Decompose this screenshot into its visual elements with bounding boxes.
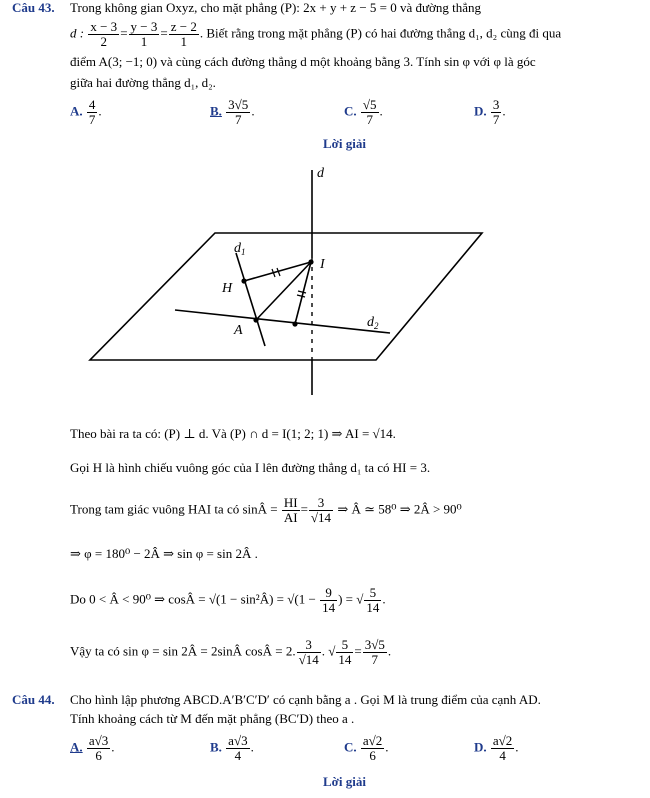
- q43-solution-title: Lời giải: [323, 136, 366, 151]
- question-44-number: Câu 44.: [12, 692, 55, 707]
- q44-option-d-den: 4: [499, 748, 506, 763]
- step-5-frac2-num: 5: [364, 586, 381, 601]
- plane-p: [90, 233, 482, 360]
- point-h: [241, 278, 246, 283]
- step-6-frac2-num: 5: [336, 638, 353, 653]
- q44-option-a-den: 6: [95, 748, 102, 763]
- q43-option-d-label: D.: [474, 103, 487, 119]
- q44-option-d-label: D.: [474, 739, 487, 755]
- step-5-frac1-den: 14: [322, 600, 336, 615]
- question-43-number: Câu 43.: [12, 0, 55, 15]
- solution-step-3: [70, 496, 462, 525]
- question-43-line2-rest: . Biết rằng trong mặt phẳng (P) có hai đường thẳng d₁, d₂ cùng đi qua: [199, 25, 562, 41]
- q43-option-d-num: 3: [492, 97, 500, 112]
- q44-option-b-den: 4: [234, 748, 242, 763]
- label-d2: $d_2$: [367, 315, 379, 331]
- fraction-y-den: 1: [140, 34, 148, 49]
- step-6-text-d: .: [387, 643, 392, 659]
- q43-option-a-num: 4: [88, 97, 96, 112]
- step-3-frac1-den: AI: [283, 510, 298, 525]
- point-f: [292, 321, 297, 326]
- fraction-y-num: y − 3: [130, 19, 158, 34]
- q43-option-b-den: 7: [234, 112, 242, 127]
- q43-option-c-num: √5: [362, 97, 377, 112]
- point-i: [308, 259, 313, 264]
- q44-option-b[interactable]: B. $\frac{a√3}{4}$ .: [210, 733, 254, 763]
- point-a: [253, 317, 258, 322]
- q43-option-c-den: 7: [366, 112, 373, 127]
- solution-step-2: Gọi H là hình chiếu vuông góc của I lên đường thẳng d₁ ta có HI = 3.: [70, 460, 431, 475]
- step-6-frac2-den: 14: [338, 652, 352, 667]
- q44-option-c[interactable]: C. $\frac{a√2}{6}$ .: [344, 733, 389, 763]
- q44-option-a-num: a√3: [88, 733, 109, 748]
- step-3-frac2-num: 3: [309, 496, 333, 511]
- tick-fi-1: [298, 291, 306, 293]
- question-43-line2: d : $\frac{x - 3}{2}$ = $\frac{y - 3}{1}$ = $\frac{z - 2}{1}$ . Biết rằng trong mặt phẳng (P) có hai đường thẳng d₁, d₂ cùng đi qua: [70, 19, 562, 49]
- step-6-text-c: =: [354, 643, 362, 659]
- step-6-frac1-num: 3: [297, 638, 321, 653]
- step-5-text-c: .: [382, 591, 386, 607]
- step-5-text-b: ) = √: [338, 591, 364, 607]
- label-h: H: [222, 281, 233, 296]
- tick-fi-2: [297, 295, 305, 297]
- step-6-frac1-den: √14: [298, 652, 319, 667]
- q44-option-a-label: A.: [70, 739, 83, 755]
- q43-option-d[interactable]: D. $\frac{3}{7}$ .: [474, 97, 506, 127]
- question-44-line1: Cho hình lập phương ABCD.A′B′C′D′ có cạnh bằng a . Gọi M là trung điểm của cạnh AD.: [70, 692, 541, 707]
- solution-step-1: Theo bài ra ta có: (P) ⊥ d. Và (P) ∩ d = I(1; 2; 1) ⇒ AI = √14.: [70, 426, 396, 441]
- q44-option-d-num: a√2: [492, 733, 513, 748]
- q44-option-c-num: a√2: [362, 733, 383, 748]
- q43-option-d-den: 7: [492, 112, 500, 127]
- fraction-x-den: 2: [100, 34, 108, 49]
- q43-option-c[interactable]: C. $\frac{√5}{7}$ .: [344, 97, 383, 127]
- label-i: I: [320, 257, 325, 272]
- solution-step-4: ⇒ φ = 180⁰ − 2Â ⇒ sin φ = sin 2Â .: [70, 546, 258, 561]
- question-43-line4: giữa hai đường thẳng d₁, d₂.: [70, 75, 216, 90]
- fraction-z-den: 1: [180, 34, 188, 49]
- q43-option-b[interactable]: B. $\frac{3√5}{7}$ .: [210, 97, 255, 127]
- step-6-frac3-den: 7: [371, 652, 379, 667]
- label-d: d: [317, 166, 324, 181]
- line-d-prefix: d :: [70, 25, 85, 41]
- q43-option-b-label: B.: [210, 103, 222, 119]
- step-5-frac1-num: 9: [320, 586, 337, 601]
- question-43-line3: điểm A(3; −1; 0) và cùng cách đường thẳng d một khoảng bằng 3. Tính sin φ với φ là góc: [70, 54, 536, 69]
- step-5-text-a: Do 0 < Â < 90⁰ ⇒ cosÂ = √(1 − sin²Â) = √(1 −: [70, 591, 316, 607]
- step-3-eq: =: [300, 501, 308, 517]
- fraction-z-num: z − 2: [170, 19, 197, 34]
- q43-option-b-num: 3√5: [228, 97, 249, 112]
- step-3-text-a: Trong tam giác vuông HAI ta có sinÂ =: [70, 501, 278, 517]
- q44-solution-title: Lời giải: [323, 774, 366, 789]
- q44-option-c-den: 6: [369, 748, 376, 763]
- step-5-frac2-den: 14: [366, 600, 380, 615]
- step-6-text-b: . √: [321, 643, 336, 659]
- q44-option-d[interactable]: D. $\frac{a√2}{4}$ .: [474, 733, 519, 763]
- step-3-frac2-den: √14: [310, 510, 332, 525]
- q43-option-a-label: A.: [70, 103, 83, 119]
- label-a: A: [234, 323, 243, 338]
- solution-step-6: [70, 638, 391, 667]
- q43-option-a[interactable]: A. $\frac{4}{7}$ .: [70, 97, 102, 127]
- fraction-x-num: x − 3: [90, 19, 118, 34]
- question-43-line1: Trong không gian Oxyz, cho mặt phẳng (P): 2x + y + z − 5 = 0 và đường thẳng: [70, 0, 482, 15]
- solution-step-5: [70, 586, 386, 615]
- label-d1: $d_1$: [234, 241, 246, 257]
- step-6-frac3-num: 3√5: [364, 637, 385, 652]
- q44-option-b-label: B.: [210, 739, 222, 755]
- q43-option-a-den: 7: [88, 112, 96, 127]
- q43-option-c-label: C.: [344, 103, 357, 119]
- q44-option-c-label: C.: [344, 739, 357, 755]
- step-6-text-a: Vậy ta có sin φ = sin 2Â = 2sinÂ cosÂ = 2.: [70, 643, 296, 659]
- step-3-frac1-num: HI: [283, 495, 298, 510]
- line-d2: [175, 310, 390, 333]
- q44-option-b-num: a√3: [228, 733, 248, 748]
- step-3-text-b: ⇒ Â ≃ 58⁰ ⇒ 2Â > 90⁰: [337, 501, 462, 517]
- q44-option-a[interactable]: A. $\frac{a√3}{6}$ .: [70, 733, 115, 763]
- question-44-line2: Tính khoảng cách từ M đến mặt phẳng (BC′D) theo a .: [70, 711, 355, 726]
